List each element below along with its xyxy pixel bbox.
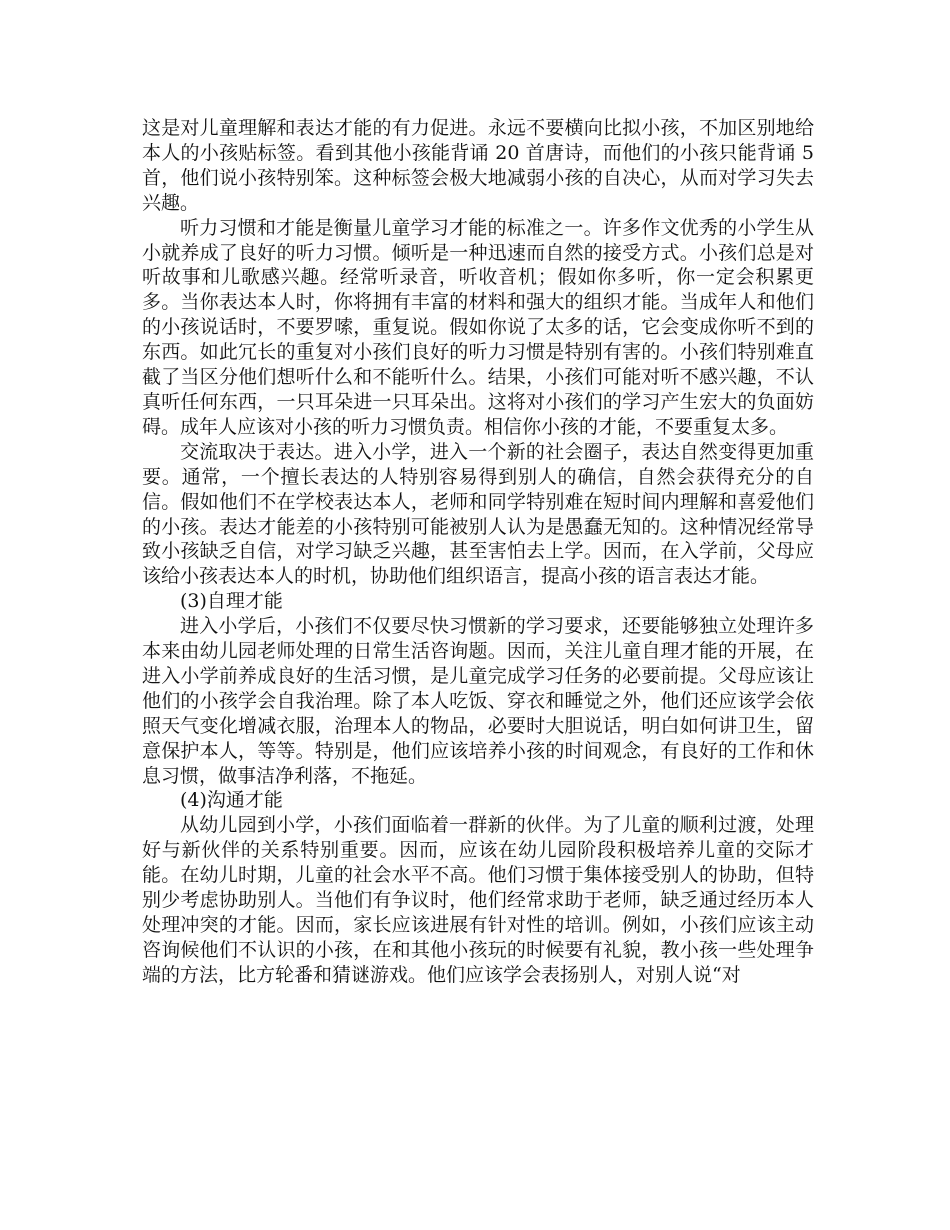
paragraph-self-care: 进入小学后，小孩们不仅要尽快习惯新的学习要求，还要能够独立处理许多本来由幼儿园老师处理的日常生活咨询题。因而，关注儿童自理才能的开展，在进入小学前养成良好的生活习惯，是儿童完成学习任务的必要前提。父母应该让他们的小孩学会自我治理。除了本人吃饭、穿衣和睡觉之外，他们还应该学会依照天气变化增减衣服，治理本人的物品，必要时大胆说话，明白如何讲卫生，留意保护本人，等等。特别是，他们应该培养小孩的时间观念，有良好的工作和休息习惯，做事洁净利落，不拖延。 (142, 615, 814, 787)
paragraph-expression-ability: 交流取决于表达。进入小学，进入一个新的社会圈子，表达自然变得更加重要。通常，一个擅长表达的人特别容易得到别人的确信，自然会获得充分的自信。假如他们不在学校表达本人，老师和同学特别难在短时间内理解和喜爱他们的小孩。表达才能差的小孩特别可能被别人认为是愚蠢无知的。这种情况经常导致小孩缺乏自信，对学习缺乏兴趣，甚至害怕去上学。因而，在入学前，父母应该给小孩表达本人的时机，协助他们组织语言，提高小孩的语言表达才能。 (142, 440, 814, 588)
paragraph-continued-praise-labels: 这是对儿童理解和表达才能的有力促进。永远不要横向比拟小孩，不加区别地给本人的小孩贴标签。看到其他小孩能背诵 20 首唐诗，而他们的小孩只能背诵 5 首，他们说小孩特别笨。这种标签会极大地减弱小孩的自决心，从而对学习失去兴趣。 (142, 117, 814, 214)
document-body (142, 116, 814, 988)
section-heading-communication: (4)沟通才能 (180, 789, 283, 812)
paragraph-communication: 从幼儿园到小学，小孩们面临着一群新的伙伴。为了儿童的顺利过渡，处理好与新伙伴的关系特别重要。因而，应该在幼儿园阶段积极培养儿童的交际才能。在幼儿时期，儿童的社会水平不高。他们习惯于集体接受别人的协助，但特别少考虑协助别人。当他们有争议时，他们经常求助于老师，缺乏通过经历本人处理冲突的才能。因而，家长应该进展有针对性的培训。例如，小孩们应该主动咨询候他们不认识的小孩，在和其他小孩玩的时候要有礼貌，教小孩一些处理争端的方法，比方轮番和猜谜游戏。他们应该学会表扬别人，对别人说“对 (142, 814, 814, 986)
section-heading-self-care: (3)自理才能 (180, 590, 283, 613)
paragraph-listening-habits: 听力习惯和才能是衡量儿童学习才能的标准之一。许多作文优秀的小学生从小就养成了良好的听力习惯。倾听是一种迅速而自然的接受方式。小孩们总是对听故事和儿歌感兴趣。经常听录音，听收音机；假如你多听，你一定会积累更多。当你表达本人时，你将拥有丰富的材料和强大的组织才能。当成年人和他们的小孩说话时，不要罗嗦，重复说。假如你说了太多的话，它会变成你听不到的东西。如此冗长的重复对小孩们良好的听力习惯是特别有害的。小孩们特别难直截了当区分他们想听什么和不能听什么。结果，小孩们可能对听不感兴趣，不认真听任何东西，一只耳朵进一只耳朵出。这将对小孩们的学习产生宏大的负面妨碍。成年人应该对小孩的听力习惯负责。相信你小孩的才能，不要重复太多。 (142, 216, 814, 438)
